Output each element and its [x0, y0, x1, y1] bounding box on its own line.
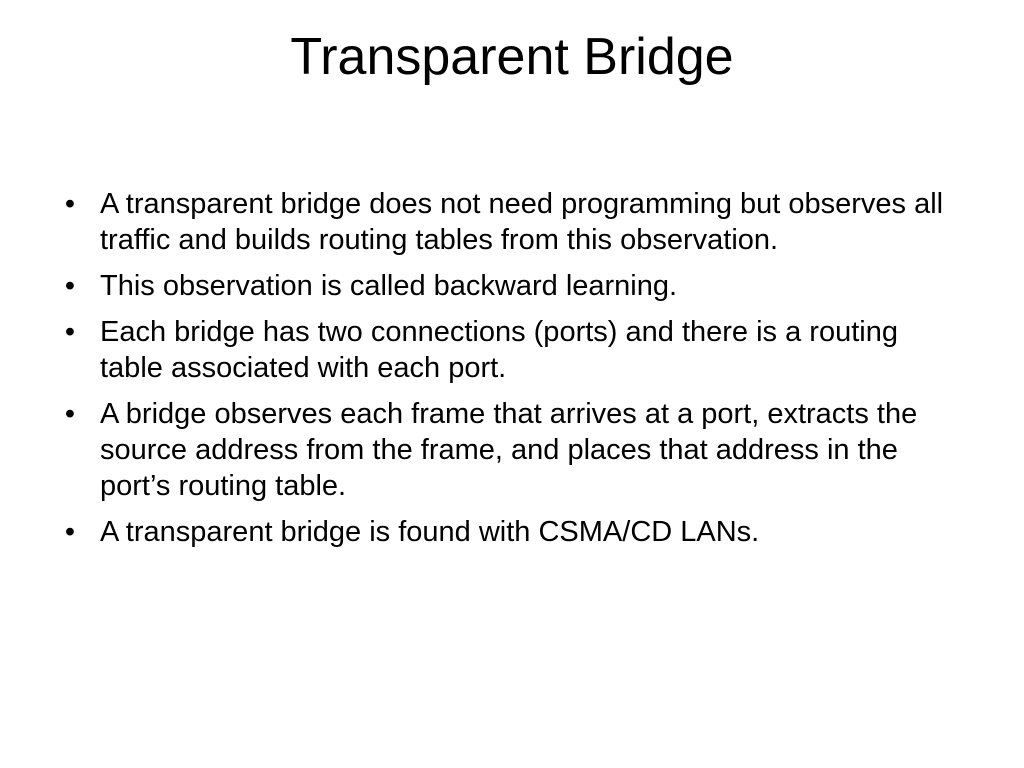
bullet-list	[60, 186, 960, 560]
bullet-text: Each bridge has two connections (ports) and there is a routing table associated with each port.	[100, 316, 898, 384]
bullet-item	[60, 186, 960, 258]
bullet-point-icon: •	[64, 316, 76, 348]
slide-title: Transparent Bridge	[290, 28, 734, 86]
bullet-item	[60, 396, 960, 504]
bullet-point-icon: •	[64, 188, 76, 220]
bullet-text: A transparent bridge does not need programming but observes all traffic and builds routing tables from this observation.	[100, 188, 944, 256]
bullet-point-icon: •	[64, 516, 76, 548]
bullet-item	[60, 314, 960, 386]
bullet-text: This observation is called backward learning.	[100, 270, 678, 302]
bullet-point-icon: •	[64, 270, 76, 302]
bullet-text: A transparent bridge is found with CSMA/CD LANs.	[100, 516, 760, 548]
bullet-item	[60, 514, 960, 550]
bullet-text: A bridge observes each frame that arrives at a port, extracts the source address from the frame, and places that address in the port’s routing table.	[100, 398, 918, 502]
bullet-point-icon: •	[64, 398, 76, 430]
bullet-item	[60, 268, 960, 304]
